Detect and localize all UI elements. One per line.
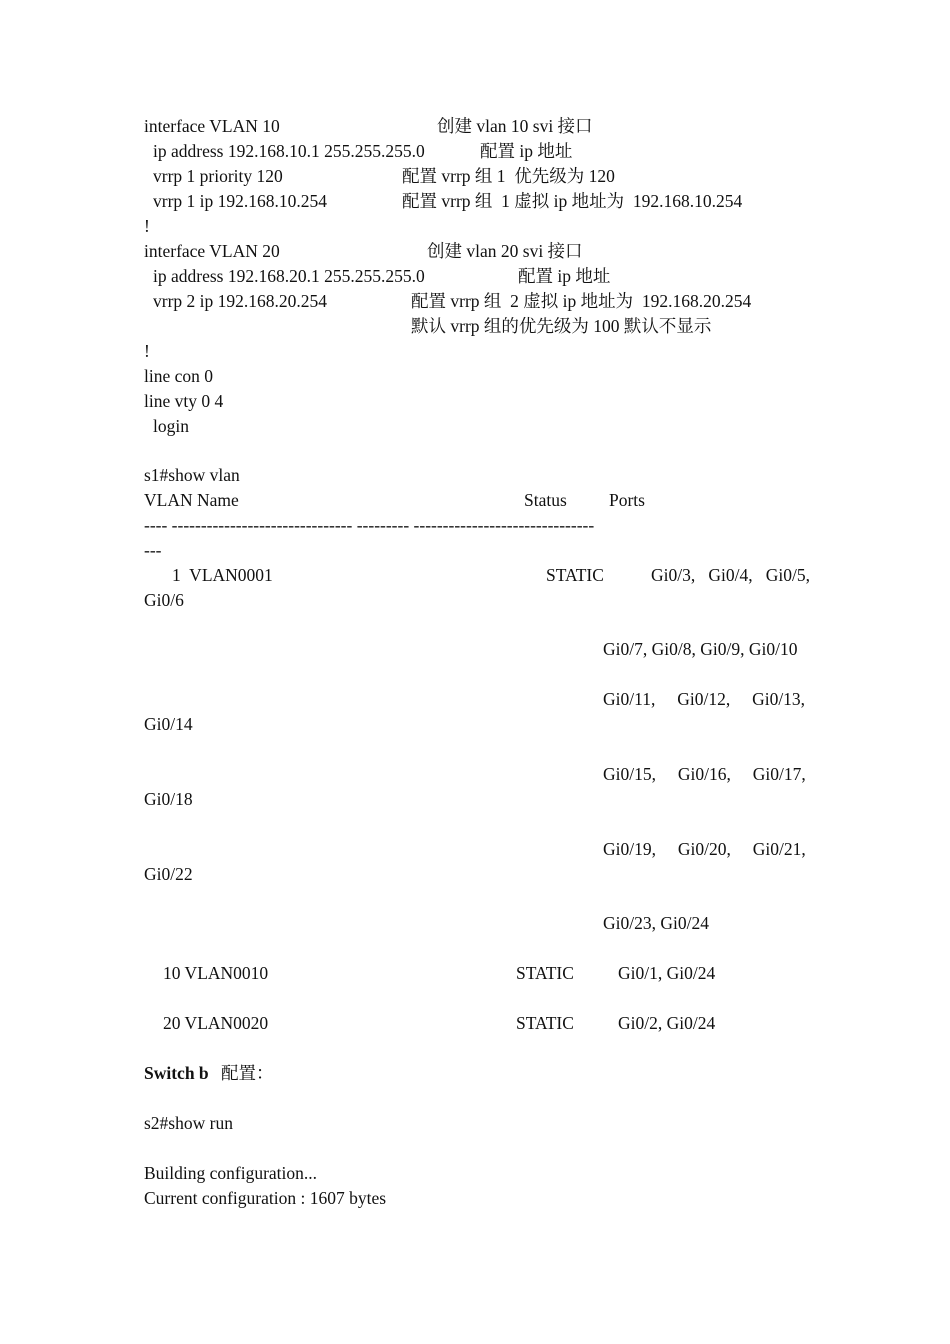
vlan-row-status: STATIC bbox=[516, 963, 574, 983]
vlan-row-ports: Gi0/18 bbox=[144, 789, 193, 809]
vlan-row-ports: Gi0/14 bbox=[144, 714, 193, 734]
vlan-row-status: STATIC bbox=[516, 1013, 574, 1033]
vlan-row-ports: Gi0/1, Gi0/24 bbox=[618, 963, 716, 983]
vlan-row-ports: Gi0/11, Gi0/12, Gi0/13, bbox=[603, 689, 806, 709]
config-line: line vty 0 4 bbox=[144, 391, 224, 411]
vlan-row-status: STATIC bbox=[546, 565, 604, 585]
vlan-row-ports: Gi0/23, Gi0/24 bbox=[603, 913, 709, 933]
config-line: vrrp 2 ip 192.168.20.254 bbox=[153, 291, 328, 311]
vlan-row-ports: Gi0/15, Gi0/16, Gi0/17, bbox=[603, 764, 806, 784]
table-separator: --- bbox=[144, 540, 162, 560]
vlan-row-ports: Gi0/22 bbox=[144, 864, 193, 884]
config-line: line con 0 bbox=[144, 366, 214, 386]
table-header-status: Status bbox=[524, 490, 567, 510]
config-comment: 创建 vlan 10 svi 接口 bbox=[437, 116, 593, 136]
config-line: vrrp 1 ip 192.168.10.254 bbox=[153, 191, 328, 211]
config-comment: 配置 vrrp 组 2 虚拟 ip 地址为 192.168.20.254 bbox=[411, 291, 752, 311]
config-line: ! bbox=[144, 341, 150, 361]
config-comment: 配置 vrrp 组 1 虚拟 ip 地址为 192.168.10.254 bbox=[402, 191, 743, 211]
output-line: Current configuration : 1607 bytes bbox=[144, 1188, 387, 1208]
table-separator: ---- ------------------------------- --------- ------------------------------- bbox=[144, 515, 595, 535]
config-comment: 创建 vlan 20 svi 接口 bbox=[427, 241, 583, 261]
vlan-row-ports: Gi0/3, Gi0/4, Gi0/5, bbox=[651, 565, 810, 585]
table-header-vlan-name: VLAN Name bbox=[144, 490, 239, 510]
section-heading: Switch b bbox=[144, 1063, 209, 1083]
config-line: ip address 192.168.10.1 255.255.255.0 bbox=[153, 141, 425, 161]
config-line: login bbox=[153, 416, 189, 436]
vlan-row-name: 20 VLAN0020 bbox=[163, 1013, 269, 1033]
config-comment: 配置 ip 地址 bbox=[518, 266, 611, 286]
config-line: ! bbox=[144, 216, 150, 236]
config-line: interface VLAN 20 bbox=[144, 241, 280, 261]
config-line: ip address 192.168.20.1 255.255.255.0 bbox=[153, 266, 425, 286]
config-comment: 配置 ip 地址 bbox=[480, 141, 573, 161]
command-line: s2#show run bbox=[144, 1113, 233, 1133]
config-comment: 配置 vrrp 组 1 优先级为 120 bbox=[402, 166, 615, 186]
output-line: Building configuration... bbox=[144, 1163, 318, 1183]
vlan-row-ports: Gi0/6 bbox=[144, 590, 184, 610]
vlan-row-name: 10 VLAN0010 bbox=[163, 963, 269, 983]
section-heading-suffix: 配置： bbox=[221, 1063, 274, 1083]
vlan-row-ports: Gi0/2, Gi0/24 bbox=[618, 1013, 716, 1033]
vlan-row-name: 1 VLAN0001 bbox=[172, 565, 273, 585]
config-line: vrrp 1 priority 120 bbox=[153, 166, 283, 186]
command-line: s1#show vlan bbox=[144, 465, 240, 485]
config-comment: 默认 vrrp 组的优先级为 100 默认不显示 bbox=[411, 316, 712, 336]
config-line: interface VLAN 10 bbox=[144, 116, 280, 136]
vlan-row-ports: Gi0/7, Gi0/8, Gi0/9, Gi0/10 bbox=[603, 639, 798, 659]
vlan-row-ports: Gi0/19, Gi0/20, Gi0/21, bbox=[603, 839, 806, 859]
table-header-ports: Ports bbox=[609, 490, 645, 510]
